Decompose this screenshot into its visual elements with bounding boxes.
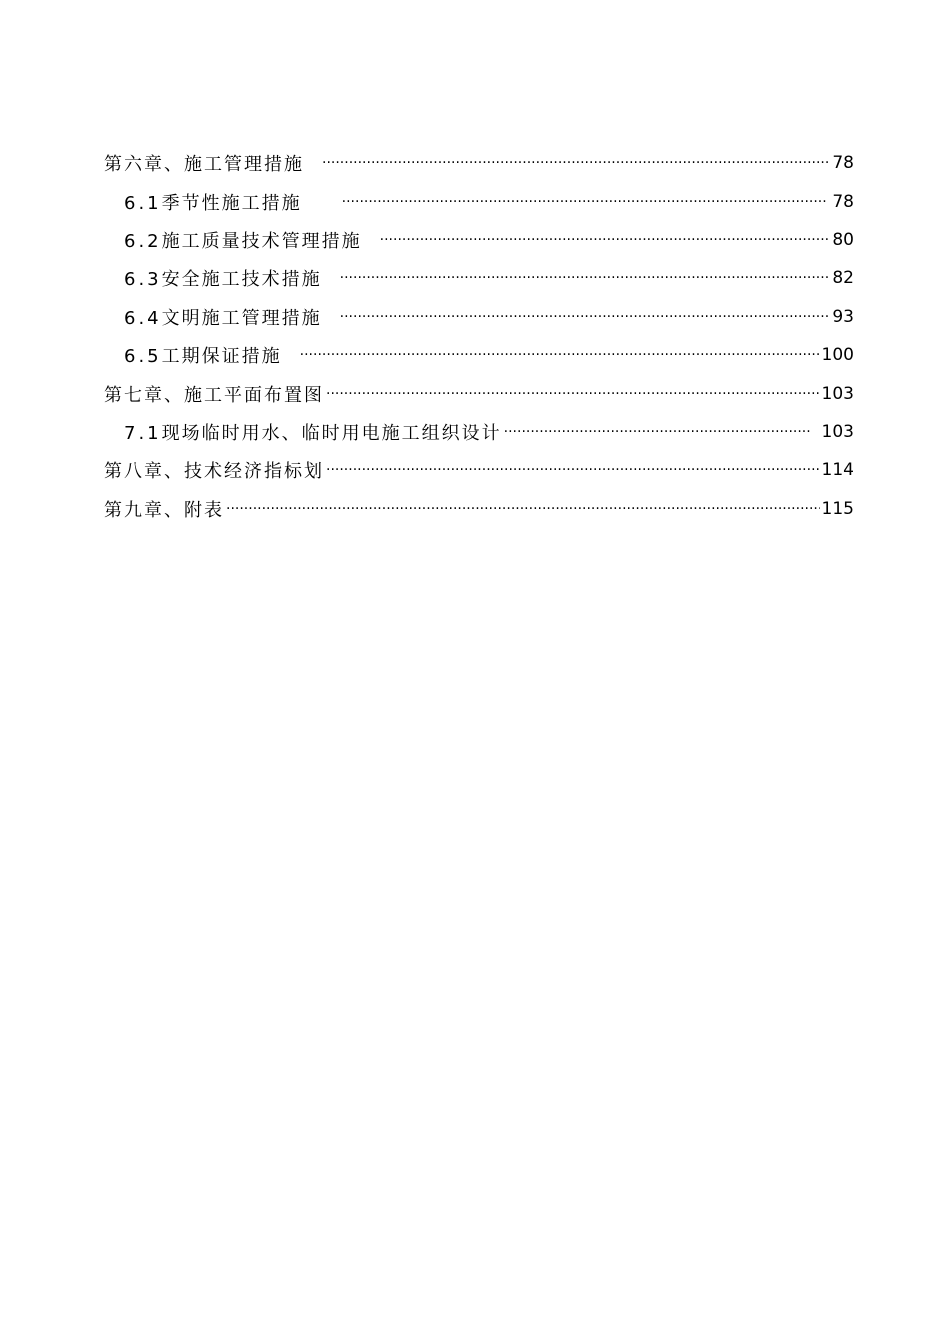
toc-entry-page: 114 (821, 460, 854, 481)
toc-entry-chapter-8[interactable] (104, 451, 854, 489)
toc-entry-chapter-9[interactable] (104, 490, 854, 528)
toc-entry-page: 78 (832, 153, 854, 174)
toc-leader-dots (340, 309, 828, 325)
toc-leader-dots (226, 501, 820, 517)
toc-entry-text: 现场临时用水、临时用电施工组织设计 (161, 422, 502, 444)
toc-entry-page: 93 (832, 306, 854, 327)
toc-entry-title: 第八章、技术经济指标划 (104, 461, 324, 483)
toc-entry-number: 6.3 (124, 269, 162, 291)
toc-leader-dots (504, 424, 812, 440)
toc-entry-chapter-6[interactable] (104, 144, 854, 182)
toc-entry-title (124, 304, 322, 330)
toc-leader-dots (326, 462, 820, 478)
toc-entry-6-1[interactable] (104, 182, 854, 220)
toc-entry-page: 115 (821, 498, 854, 519)
toc-entry-title (124, 342, 282, 368)
toc-entry-7-1[interactable] (104, 413, 854, 451)
toc-entry-number: 7.1 (124, 422, 162, 444)
toc-entry-6-2[interactable] (104, 221, 854, 259)
toc-entry-page: 103 (821, 383, 854, 404)
toc-entry-title (124, 265, 322, 291)
toc-leader-dots (342, 194, 828, 210)
toc-entry-title (124, 189, 302, 215)
toc-entry-number: 6.5 (124, 346, 162, 368)
toc-entry-title: 第七章、施工平面布置图 (104, 384, 324, 406)
toc-leader-dots (300, 347, 820, 363)
toc-entry-text: 安全施工技术措施 (161, 269, 322, 291)
toc-leader-dots (322, 155, 828, 171)
table-of-contents (104, 144, 854, 528)
toc-entry-6-5[interactable] (104, 336, 854, 374)
toc-entry-text: 文明施工管理措施 (161, 307, 322, 329)
toc-entry-6-3[interactable] (104, 259, 854, 297)
toc-entry-6-4[interactable] (104, 298, 854, 336)
toc-entry-title: 第九章、附表 (104, 499, 224, 521)
toc-leader-dots (326, 386, 820, 402)
toc-entry-title (124, 227, 362, 253)
toc-entry-chapter-7[interactable] (104, 374, 854, 412)
toc-entry-title: 第六章、施工管理措施 (104, 154, 304, 176)
toc-entry-number: 6.1 (124, 192, 162, 214)
toc-entry-page: 78 (832, 191, 854, 212)
toc-entry-title (124, 419, 502, 445)
toc-entry-page: 80 (832, 229, 854, 250)
toc-entry-page: 100 (821, 345, 854, 366)
toc-entry-number: 6.2 (124, 230, 162, 252)
toc-entry-number: 6.4 (124, 307, 162, 329)
toc-entry-text: 工期保证措施 (161, 346, 282, 368)
toc-leader-dots (340, 270, 828, 286)
toc-entry-page: 82 (832, 268, 854, 289)
toc-leader-dots (380, 232, 828, 248)
toc-entry-text: 季节性施工措施 (161, 192, 302, 214)
toc-entry-page: 103 (821, 421, 854, 442)
toc-entry-text: 施工质量技术管理措施 (161, 230, 362, 252)
